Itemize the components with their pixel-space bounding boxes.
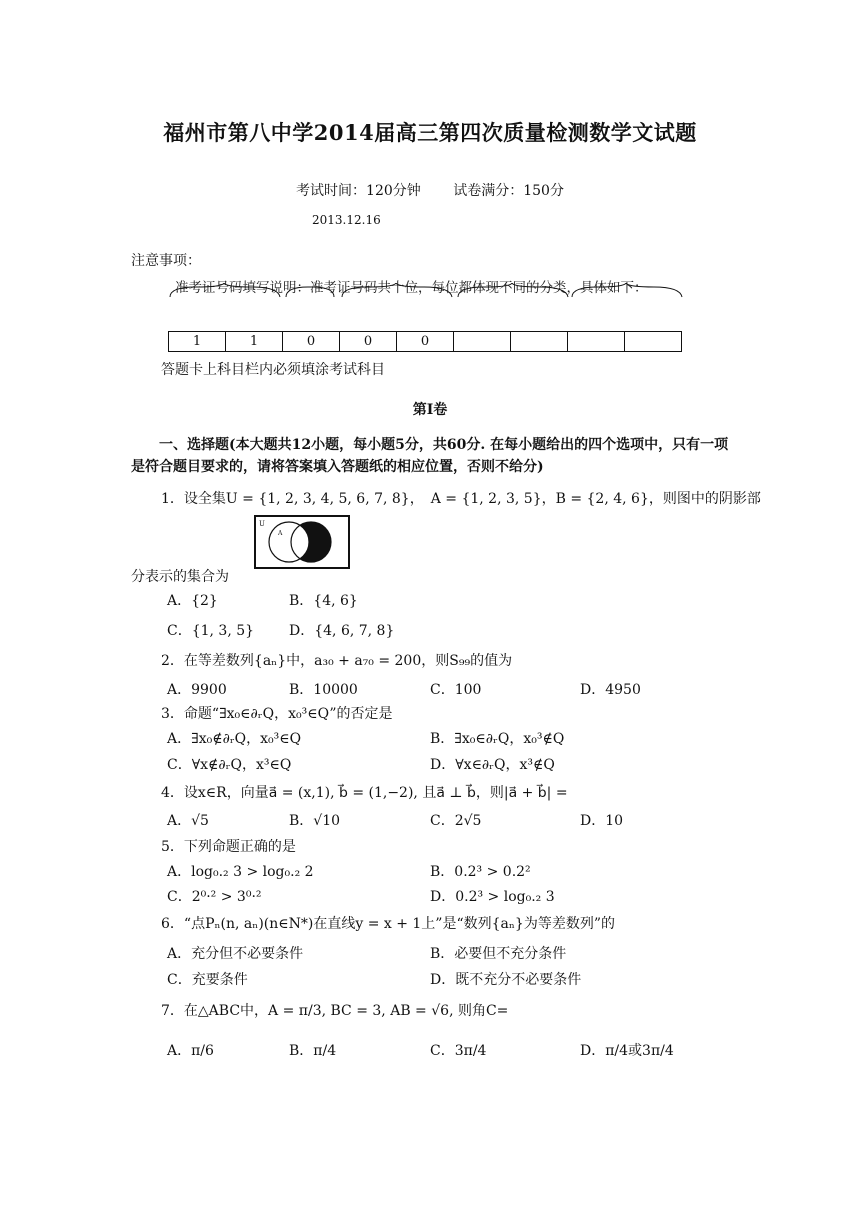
q4-stem: 4．设x∈R，向量a⃗ = (x,1), b⃗ = (1,−2), 且a⃗ ⊥ b⃗，则|a⃗ + b⃗| = bbox=[161, 785, 568, 801]
q3-option-d: D．∀x∈∂ᵣQ，x³∉Q bbox=[430, 757, 555, 773]
exam-date: 2013.12.16 bbox=[312, 213, 381, 227]
q1-stem: 1．设全集U = {1, 2, 3, 4, 5, 6, 7, 8}， A = {1, 2, 3, 5}，B = {2, 4, 6}，则图中的阴影部 bbox=[161, 491, 761, 507]
exam-info bbox=[0, 180, 860, 200]
q3-option-b: B．∃x₀∈∂ᵣQ，x₀³∉Q bbox=[430, 731, 565, 747]
code-cell: 1 bbox=[169, 332, 226, 352]
q5-option-a: A．log₀.₂ 3 > log₀.₂ 2 bbox=[167, 864, 314, 880]
q4-option-a: A．√5 bbox=[167, 813, 209, 829]
venn-a-label: A bbox=[278, 530, 283, 537]
q2-option-d: D．4950 bbox=[580, 682, 641, 698]
q2-option-c: C．100 bbox=[430, 682, 482, 698]
notice-line1: 准考证号码填写说明：准考证号码共十位，每位都体现不同的分类，具体如下： bbox=[175, 280, 648, 296]
code-group-braces bbox=[168, 283, 688, 299]
notice-heading: 注意事项： bbox=[131, 253, 201, 269]
q1-stem2: 分表示的集合为 bbox=[131, 569, 229, 585]
q3-option-c: C．∀x∉∂ᵣQ，x³∈Q bbox=[167, 757, 292, 773]
q7-option-d: D．π/4或3π/4 bbox=[580, 1043, 674, 1059]
section-intro: 一、选择题(本大题共12小题，每小题5分，共60分. 在每小题给出的四个选项中，只有一项是符合题目要求的，请将答案填入答题纸的相应位置，否则不给分) bbox=[131, 437, 729, 475]
code-cell bbox=[568, 332, 625, 352]
q6-option-a: A．充分但不必要条件 bbox=[167, 946, 304, 962]
full-score: 试卷满分：150分 bbox=[453, 183, 564, 199]
q7-stem: 7．在△ABC中，A = π/3, BC = 3, AB = √6, 则角C= bbox=[161, 1003, 509, 1019]
q6-option-c: C．充要条件 bbox=[167, 972, 248, 988]
page-title: 福州市第八中学2014届高三第四次质量检测数学文试题 bbox=[163, 120, 697, 145]
q4-option-c: C．2√5 bbox=[430, 813, 482, 829]
notice-line2: 答题卡上科目栏内必须填涂考试科目 bbox=[161, 362, 385, 378]
q2-stem: 2．在等差数列{aₙ}中，a₃₀ + a₇₀ = 200，则S₉₉的值为 bbox=[161, 653, 513, 669]
q4-option-d: D．10 bbox=[580, 813, 624, 829]
exam-time: 考试时间：120分钟 bbox=[296, 183, 421, 199]
code-cell: 0 bbox=[283, 332, 340, 352]
code-cell: 0 bbox=[397, 332, 454, 352]
q1-option-c: C．{1, 3, 5} bbox=[167, 623, 255, 639]
q1-option-b: B．{4, 6} bbox=[289, 593, 358, 609]
code-cell: 1 bbox=[226, 332, 283, 352]
q6-stem: 6．“点Pₙ(n, aₙ)(n∈N*)在直线y = x + 1上”是“数列{aₙ}为等差数列”的 bbox=[161, 916, 616, 932]
q5-stem: 5．下列命题正确的是 bbox=[161, 839, 296, 855]
q2-option-a: A．9900 bbox=[167, 682, 227, 698]
q2-option-b: B．10000 bbox=[289, 682, 358, 698]
venn-set-a bbox=[269, 522, 309, 562]
q6-option-b: B．必要但不充分条件 bbox=[430, 946, 567, 962]
q5-option-c: C．2⁰·² > 3⁰·² bbox=[167, 889, 262, 905]
venn-diagram bbox=[254, 515, 350, 569]
venn-universal-label: U bbox=[259, 520, 265, 528]
q5-option-b: B．0.2³ > 0.2² bbox=[430, 864, 531, 880]
code-cell bbox=[511, 332, 568, 352]
q5-option-d: D．0.2³ > log₀.₂ 3 bbox=[430, 889, 555, 905]
section-title: 第I卷 bbox=[412, 402, 448, 418]
q3-option-a: A．∃x₀∉∂ᵣQ，x₀³∈Q bbox=[167, 731, 302, 747]
code-cell bbox=[454, 332, 511, 352]
code-cell bbox=[625, 332, 682, 352]
q3-stem: 3．命题“∃x₀∈∂ᵣQ，x₀³∈Q”的否定是 bbox=[161, 706, 393, 722]
q7-option-c: C．3π/4 bbox=[430, 1043, 487, 1059]
code-cell: 0 bbox=[340, 332, 397, 352]
exam-code-table bbox=[168, 331, 682, 352]
q4-option-b: B．√10 bbox=[289, 813, 341, 829]
q1-option-a: A．{2} bbox=[167, 593, 218, 609]
q1-option-d: D．{4, 6, 7, 8} bbox=[289, 623, 395, 639]
q7-option-b: B．π/4 bbox=[289, 1043, 337, 1059]
q7-option-a: A．π/6 bbox=[167, 1043, 214, 1059]
q6-option-d: D．既不充分不必要条件 bbox=[430, 972, 582, 988]
